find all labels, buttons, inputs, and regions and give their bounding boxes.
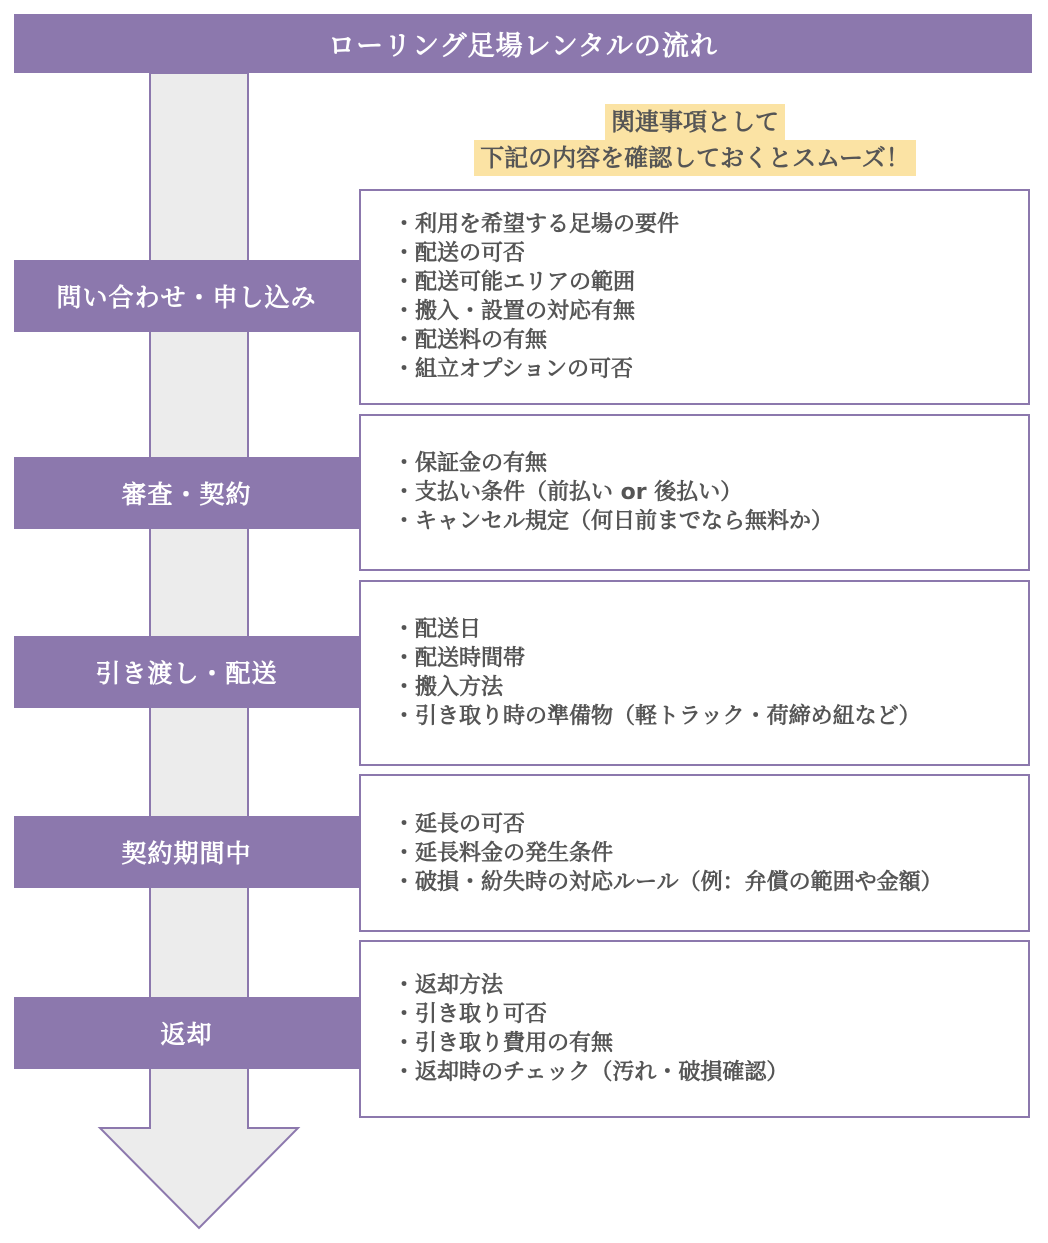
- detail-box-delivery: [359, 580, 1030, 766]
- step-label-review-contract: 審査・契約: [14, 457, 359, 529]
- list-item: ・利用を希望する足場の要件: [393, 212, 680, 237]
- list-item: ・組立オプションの可否: [393, 357, 634, 382]
- list-item: ・搬入・設置の対応有無: [393, 299, 636, 324]
- step-label-delivery: 引き渡し・配送: [14, 636, 359, 708]
- step-label-inquiry: 問い合わせ・申し込み: [14, 260, 359, 332]
- list-item: ・配送日: [393, 617, 482, 642]
- detail-box-inquiry: [359, 189, 1030, 405]
- note-line-1: 関連事項として: [605, 104, 785, 140]
- page-title: ローリング足場レンタルの流れ: [14, 14, 1032, 73]
- note-callout: [380, 104, 1010, 176]
- list-item: ・配送料の有無: [393, 328, 548, 353]
- list-item: ・延長の可否: [393, 811, 526, 837]
- step-label-return: 返却: [14, 997, 359, 1069]
- list-item: ・搬入方法: [393, 675, 504, 700]
- list-item: ・引き取り時の準備物（軽トラック・荷締め紐など）: [393, 704, 921, 729]
- list-item: ・破損・紛失時の対応ルール（例：弁償の範囲や金額）: [393, 869, 943, 895]
- list-item: ・延長料金の発生条件: [393, 840, 614, 866]
- list-item: ・配送時間帯: [393, 646, 526, 671]
- list-item: ・支払い条件（前払い or 後払い）: [393, 480, 743, 505]
- list-item: ・配送可能エリアの範囲: [393, 270, 636, 295]
- list-item: ・保証金の有無: [393, 451, 548, 476]
- detail-box-contract-period: [359, 774, 1030, 932]
- detail-box-review-contract: [359, 414, 1030, 571]
- step-label-contract-period: 契約期間中: [14, 816, 359, 888]
- list-item: ・引き取り可否: [393, 1002, 548, 1027]
- detail-box-return: [359, 940, 1030, 1118]
- note-line-2: 下記の内容を確認しておくとスムーズ！: [474, 140, 916, 176]
- list-item: ・返却方法: [393, 973, 504, 998]
- list-item: ・配送の可否: [393, 241, 526, 266]
- list-item: ・返却時のチェック（汚れ・破損確認）: [393, 1060, 789, 1085]
- list-item: ・キャンセル規定（何日前までなら無料か）: [393, 509, 834, 534]
- list-item: ・引き取り費用の有無: [393, 1031, 614, 1056]
